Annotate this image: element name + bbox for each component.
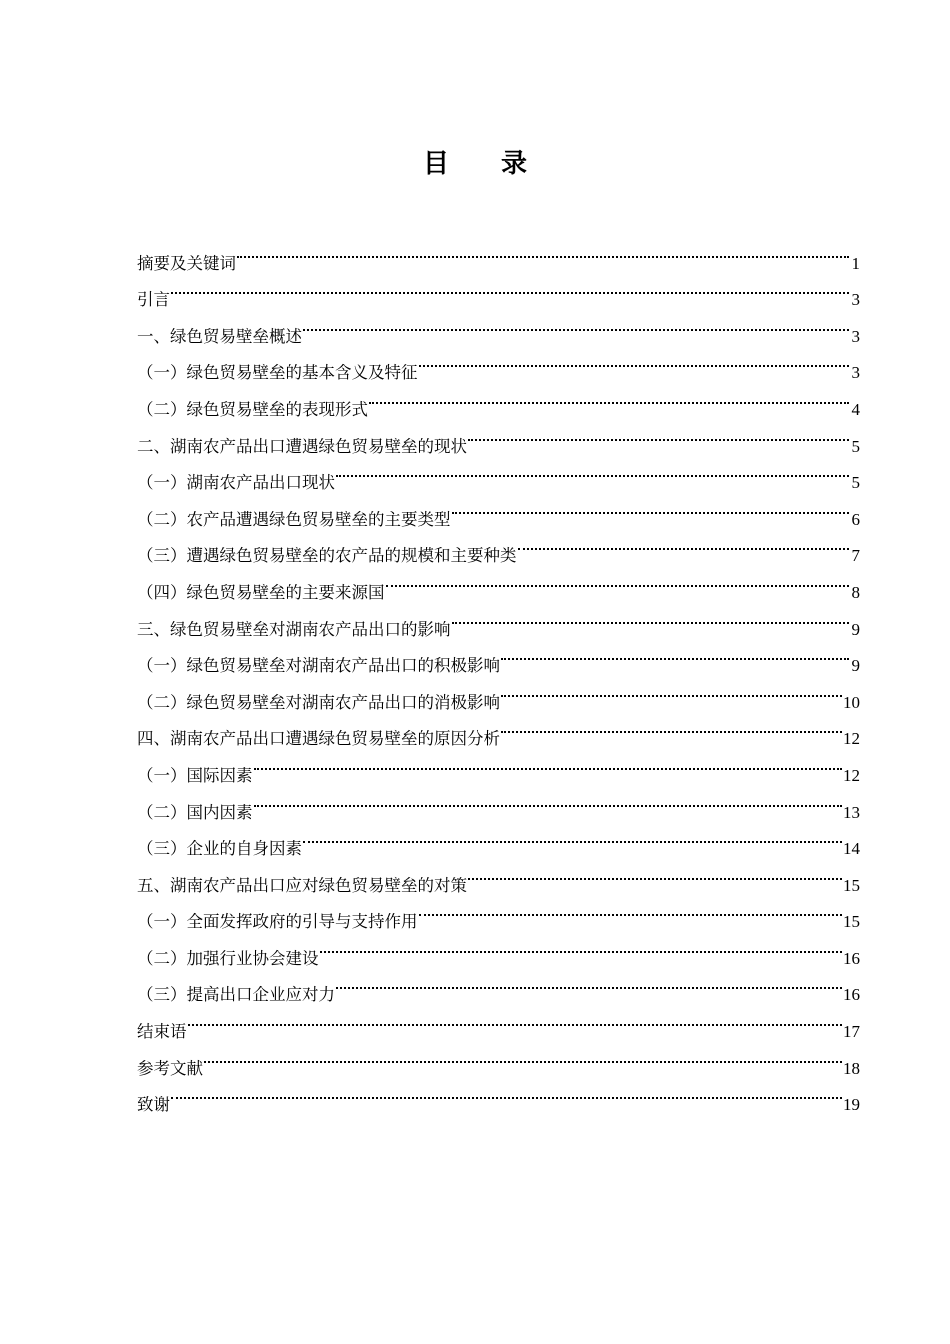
toc-entry-label: （二）农产品遭遇绿色贸易壁垒的主要类型 [137, 509, 451, 529]
toc-dot-leader [419, 891, 843, 928]
toc-dot-leader [369, 378, 849, 415]
toc-entry-label: 四、湖南农产品出口遭遇绿色贸易壁垒的原因分析 [137, 729, 500, 749]
toc-entry-label: 摘要及关键词 [137, 253, 236, 273]
toc-entry-page-number: 12 [843, 765, 860, 785]
toc-entry-page-number: 15 [843, 875, 860, 895]
toc-entry-page-number: 18 [843, 1058, 860, 1078]
toc-entry-label: （三）提高出口企业应对力 [137, 985, 335, 1005]
toc-entry-page-number: 4 [851, 399, 860, 419]
toc-dot-leader [518, 525, 850, 562]
toc-entry[interactable] [137, 232, 860, 273]
toc-entry[interactable] [137, 1037, 860, 1078]
toc-entry-page-number: 19 [843, 1095, 860, 1115]
toc-entry-label: （三）遭遇绿色贸易壁垒的农产品的规模和主要种类 [137, 546, 517, 566]
toc-entry-page-number: 6 [851, 509, 860, 529]
table-of-contents [137, 232, 860, 1115]
toc-entry-label: （一）全面发挥政府的引导与支持作用 [137, 912, 418, 932]
toc-entry-label: （二）绿色贸易壁垒对湖南农产品出口的消极影响 [137, 692, 500, 712]
toc-dot-leader [171, 1074, 842, 1111]
toc-entry[interactable] [137, 1074, 860, 1115]
toc-entry-page-number: 9 [851, 656, 860, 676]
toc-entry-label: 引言 [137, 290, 170, 310]
toc-dot-leader [336, 452, 849, 489]
toc-dot-leader [501, 671, 842, 708]
toc-entry-label: 五、湖南农产品出口应对绿色贸易壁垒的对策 [137, 875, 467, 895]
toc-dot-leader [336, 964, 842, 1001]
toc-entry-page-number: 1 [851, 253, 860, 273]
toc-dot-leader [386, 561, 850, 598]
toc-entry-page-number: 3 [851, 326, 860, 346]
toc-dot-leader [501, 635, 849, 672]
toc-entry-page-number: 10 [843, 692, 860, 712]
toc-entry-page-number: 12 [843, 729, 860, 749]
toc-entry-page-number: 13 [843, 802, 860, 822]
toc-entry-page-number: 5 [851, 436, 860, 456]
toc-dot-leader [188, 1000, 843, 1037]
toc-dot-leader [452, 598, 850, 635]
toc-entry-label: （一）绿色贸易壁垒的基本含义及特征 [137, 363, 418, 383]
toc-entry-label: （二）国内因素 [137, 802, 253, 822]
toc-entry-label: （一）湖南农产品出口现状 [137, 473, 335, 493]
toc-dot-leader [237, 232, 849, 269]
toc-entry-page-number: 9 [851, 619, 860, 639]
toc-entry-label: 二、湖南农产品出口遭遇绿色贸易壁垒的现状 [137, 436, 467, 456]
toc-entry-label: 三、绿色贸易壁垒对湖南农产品出口的影响 [137, 619, 451, 639]
page-title: 目录 [422, 149, 579, 179]
toc-entry-label: 参考文献 [137, 1058, 203, 1078]
toc-entry-page-number: 17 [843, 1022, 860, 1042]
toc-entry-label: （二）绿色贸易壁垒的表现形式 [137, 399, 368, 419]
toc-dot-leader [171, 269, 849, 306]
toc-entry-page-number: 16 [843, 985, 860, 1005]
toc-dot-leader [452, 488, 850, 525]
toc-entry-page-number: 7 [851, 546, 860, 566]
toc-dot-leader [204, 1037, 842, 1074]
toc-dot-leader [501, 708, 842, 745]
toc-entry-label: 致谢 [137, 1095, 170, 1115]
toc-dot-leader [419, 342, 850, 379]
toc-entry-page-number: 15 [843, 912, 860, 932]
toc-dot-leader [254, 744, 843, 781]
toc-dot-leader [468, 415, 849, 452]
toc-entry-page-number: 14 [843, 839, 860, 859]
toc-entry-label: （一）绿色贸易壁垒对湖南农产品出口的积极影响 [137, 656, 500, 676]
toc-dot-leader [320, 927, 843, 964]
toc-entry-page-number: 3 [851, 363, 860, 383]
toc-dot-leader [254, 781, 843, 818]
toc-entry-label: 一、绿色贸易壁垒概述 [137, 326, 302, 346]
toc-entry-page-number: 5 [851, 473, 860, 493]
toc-entry[interactable] [137, 269, 860, 310]
toc-entry[interactable] [137, 1000, 860, 1042]
toc-entry-page-number: 16 [843, 948, 860, 968]
toc-entry-label: （三）企业的自身因素 [137, 839, 302, 859]
toc-entry-label: （一）国际因素 [137, 765, 253, 785]
toc-entry-label: （二）加强行业协会建设 [137, 948, 319, 968]
toc-entry[interactable] [137, 305, 860, 346]
toc-entry-label: （四）绿色贸易壁垒的主要来源国 [137, 582, 385, 602]
toc-dot-leader [303, 818, 842, 855]
toc-dot-leader [468, 854, 842, 891]
toc-entry-page-number: 3 [851, 290, 860, 310]
toc-entry-page-number: 8 [851, 582, 860, 602]
toc-dot-leader [303, 305, 849, 342]
toc-entry-label: 结束语 [137, 1022, 187, 1042]
